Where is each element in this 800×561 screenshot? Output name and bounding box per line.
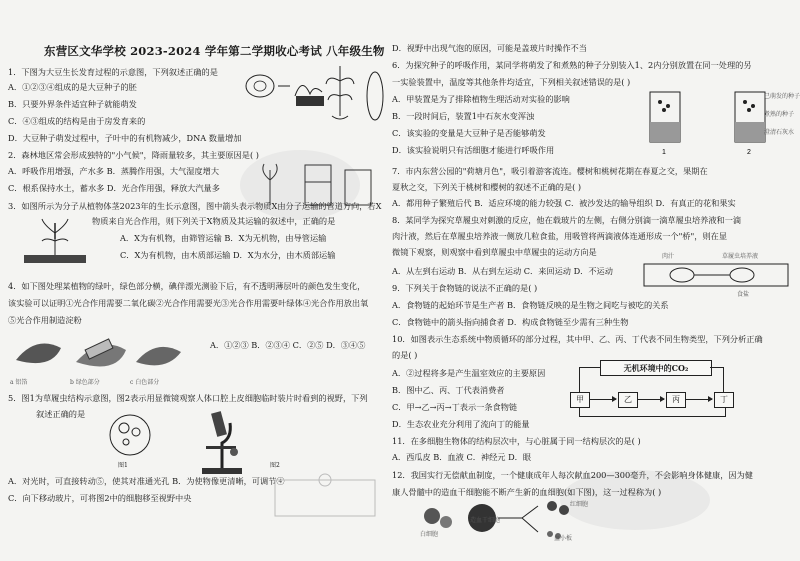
- arrow-yi-bing: [638, 399, 664, 400]
- q4-fig-label-c: c 白色部分: [130, 379, 160, 386]
- q8-fig-label-culture: 草履虫培养液: [722, 253, 759, 260]
- q4-fig-label-b: b 绿色部分: [70, 379, 100, 386]
- q1-soybean-figure: [240, 56, 390, 128]
- q7-stem: 7．市内东营公园的"荷塘月色"，吸引着游客流连。樱树和桃树花期在春夏之交，果期在: [392, 166, 708, 176]
- q2-stem: 2．森林地区常会形成独特的"小气候"，降雨量较多，其主要原因是( ): [8, 150, 259, 160]
- q6-stem: 6．为探究种子的呼吸作用，某同学将萌发了和煮熟的种子分别装入1、2内分别放置在同一处理的另: [392, 60, 752, 70]
- q5-fig2-label: 图2: [270, 462, 280, 469]
- q11-stem: 11．在多细胞生物体的结构层次中，与心脏属于同一结构层次的是( ): [392, 436, 641, 446]
- q10-stem-line2: 的是( ): [392, 350, 418, 360]
- q12-fig-label-wbc: 白细胞: [420, 531, 439, 538]
- q6-option-c: C．该实验的变量是大豆种子是否能够萌发: [392, 128, 546, 138]
- q1-option-a: A．①②③④组成的是大豆种子的胚: [8, 82, 137, 92]
- q3-stem-line2: 物质来自光合作用，则下列关于X物质及其运输的叙述中，正确的是: [92, 216, 336, 226]
- q5-option-d: D．视野中出现气泡的原因，可能是盖玻片时操作不当: [392, 43, 587, 53]
- q12-stem-line2: 康人骨髓中的造血干细胞能不断产生新的血细胞(如下图)，这一过程称为( ): [392, 487, 662, 497]
- q6-fig-label-boiled: 煮熟的种子: [764, 111, 795, 118]
- q1-option-d: D．大豆种子萌发过程中，子叶中的有机物减少，DNA 数量增加: [8, 133, 242, 143]
- q7-options: A．都用种子繁殖后代 B．适应环境的能力较强 C．被沙发达的输导组织 D．有真正的花和果实: [392, 198, 736, 208]
- q1-option-b: B．只要外界条件适宜种子就能萌发: [8, 99, 137, 109]
- svg-text:1: 1: [662, 149, 666, 156]
- q10-option-b: B．图中乙、丙、丁代表消费者: [392, 385, 505, 395]
- q12-stem: 12．我国实行无偿献血制度，一个健康成年人每次献血200—300毫升，不会影响身体健康，因为健: [392, 470, 753, 480]
- q8-fig-label-salt: 食盐: [737, 291, 750, 298]
- q6-fig-label-germinated: 已萌发的种子: [764, 93, 800, 100]
- bleed-through-sketch: [270, 470, 380, 520]
- q3-plant-figure: [20, 215, 90, 267]
- co2-pool-box: 无机环境中的CO₂: [600, 360, 712, 376]
- link-jia-co2: [579, 367, 580, 392]
- q4-leaf-figure: [6, 330, 186, 385]
- q8-stem-line2: 肉汁液，然后在草履虫培养液一侧放几粒食盐，用吸管将两滴液体连通形成一个"桥"，则在显: [392, 231, 728, 241]
- q10-option-a: A．②过程将多是产生温室效应的主要原因: [392, 368, 546, 378]
- q4-stem: 4．如下图处理某植物的绿叶，绿色部分横，碘伴漂光测验下后，有不透明薄层叶的颜色发生变化，: [8, 281, 366, 291]
- q12-fig-label-stem-cell: 造血干细胞: [470, 517, 501, 524]
- exam-title: 东营区文华学校 2023-2024 学年第二学期收心考试 八年级生物: [44, 44, 385, 58]
- q5-option-ab: A．对光时，可直接转动⑤，使其对准通光孔 B．为使物像更清晰，可调节④: [8, 476, 285, 486]
- q4-stem-line2: 该实验可以证明①光合作用需要二氧化碳②光合作用需要光③光合作用需要叶绿体④光合作用放出氧: [8, 298, 369, 308]
- q6-option-b: B．一段时间后，装置1中石灰水变浑浊: [392, 111, 535, 121]
- q6-option-a: A．甲装置是为了排除植物生理活动对实验的影响: [392, 94, 570, 104]
- q10-option-d: D．生态农业充分利用了流向丁的能量: [392, 419, 530, 429]
- link-jia-co2-h: [579, 367, 600, 368]
- link-ding-co2-h: [710, 367, 724, 368]
- node-yi: 乙: [618, 392, 638, 408]
- q8-fig-label-juice: 肉汁: [662, 253, 675, 260]
- q4-stem-line3: ⑤光合作用制造淀粉: [8, 315, 82, 325]
- q8-stem: 8．某同学为探究草履虫对刺激的反应，他在载玻片的左侧，右侧分别滴一滴草履虫培养液和一滴: [392, 215, 742, 225]
- svg-text:2: 2: [747, 149, 751, 156]
- q1-stem: 1．下图为大豆生长发育过程的示意图，下列叙述正确的是: [8, 67, 218, 77]
- link-bottom-loop: [579, 408, 726, 417]
- q11-options: A．西瓜皮 B．血液 C．神经元 D．眼: [392, 452, 532, 462]
- q8-stem-line3: 微镜下观察，则观察中看到草履虫中草履虫的运动方向是: [392, 247, 597, 257]
- q12-fig-label-platelet: 血小板: [554, 535, 573, 542]
- q1-option-c: C．④③组成的结构是由于房发育来的: [8, 116, 146, 126]
- q5-paramecium-figure: [100, 410, 160, 460]
- q9-stem: 9．下列关于食物链的说法不正确的是( ): [392, 283, 538, 293]
- link-ding-co2: [723, 367, 724, 392]
- q10-option-c: C．甲→乙→丙→丁表示一条食物链: [392, 402, 518, 412]
- arrow-jia-yi: [590, 399, 616, 400]
- q5-stem: 5．图1为草履虫结构示意图，图2表示用显微镜观察人体口腔上皮细胞临时装片时看到的视野，下列: [8, 393, 368, 403]
- q6-fig-label-limewater: 澄清石灰水: [764, 129, 795, 136]
- node-ding: 丁: [714, 392, 734, 408]
- q5-option-c: C．向下移动玻片，可将图2中的细胞移至视野中央: [8, 493, 192, 503]
- q6-option-d: D．该实验说明只有活细胞才能进行呼吸作用: [392, 145, 555, 155]
- q12-fig-label-rbc: 红细胞: [570, 501, 589, 508]
- q4-fig-label-a: a 铝箔: [10, 379, 28, 386]
- q9-option-ab: A．食物链的起始环节是生产者 B．食物链反映的是生物之间吃与被吃的关系: [392, 300, 669, 310]
- q3-option-cd: C．X为有机物，由木质部运输 D．X为水分，由木质部运输: [120, 250, 336, 260]
- q9-option-cd: C．食物链中的箭头指向捕食者 D．构成食物链至少需有三种生物: [392, 317, 629, 327]
- q5-fig1-label: 图1: [118, 462, 128, 469]
- node-bing: 丙: [666, 392, 686, 408]
- q3-stem: 3．如图所示为分子从植物体茎2023年的生长示意图，图中箭头表示物质X由分子运输的管道方向，若X: [8, 201, 382, 211]
- q2-option-ab: A．呼吸作用增强，产水多 B．蒸腾作用强，大气湿度增大: [8, 166, 220, 176]
- q5-microscope-figure: [192, 408, 252, 478]
- q10-carbon-cycle-diagram: [570, 360, 746, 418]
- q8-options: A．从左到右运动 B．从右到左运动 C．来回运动 D．不运动: [392, 266, 613, 276]
- q3-option-ab: A．X为有机物，由筛管运输 B．X为无机物，由导管运输: [120, 233, 327, 243]
- q2-option-cd: C．根系保持水土，蓄水多 D．光合作用强，释放大汽量多: [8, 183, 220, 193]
- q5-stem-line2: 叙述正确的是: [36, 409, 86, 419]
- q10-stem: 10．如图表示生态系统中物质循环的部分过程，其中甲、乙、丙、丁代表不同生物类型，下列分析正确: [392, 334, 763, 344]
- q6-stem-line2: 一实验装置中，温度等其他条件均适宜，下列相关叙述错误的是( ): [392, 77, 631, 87]
- q4-options: A．①②③ B．②③④ C．②⑤ D．③④⑤: [210, 340, 366, 350]
- q7-stem-line2: 夏秋之交，下列关于桃树和樱树的叙述不正确的是( ): [392, 182, 582, 192]
- node-jia: 甲: [570, 392, 590, 408]
- arrow-bing-ding: [686, 399, 712, 400]
